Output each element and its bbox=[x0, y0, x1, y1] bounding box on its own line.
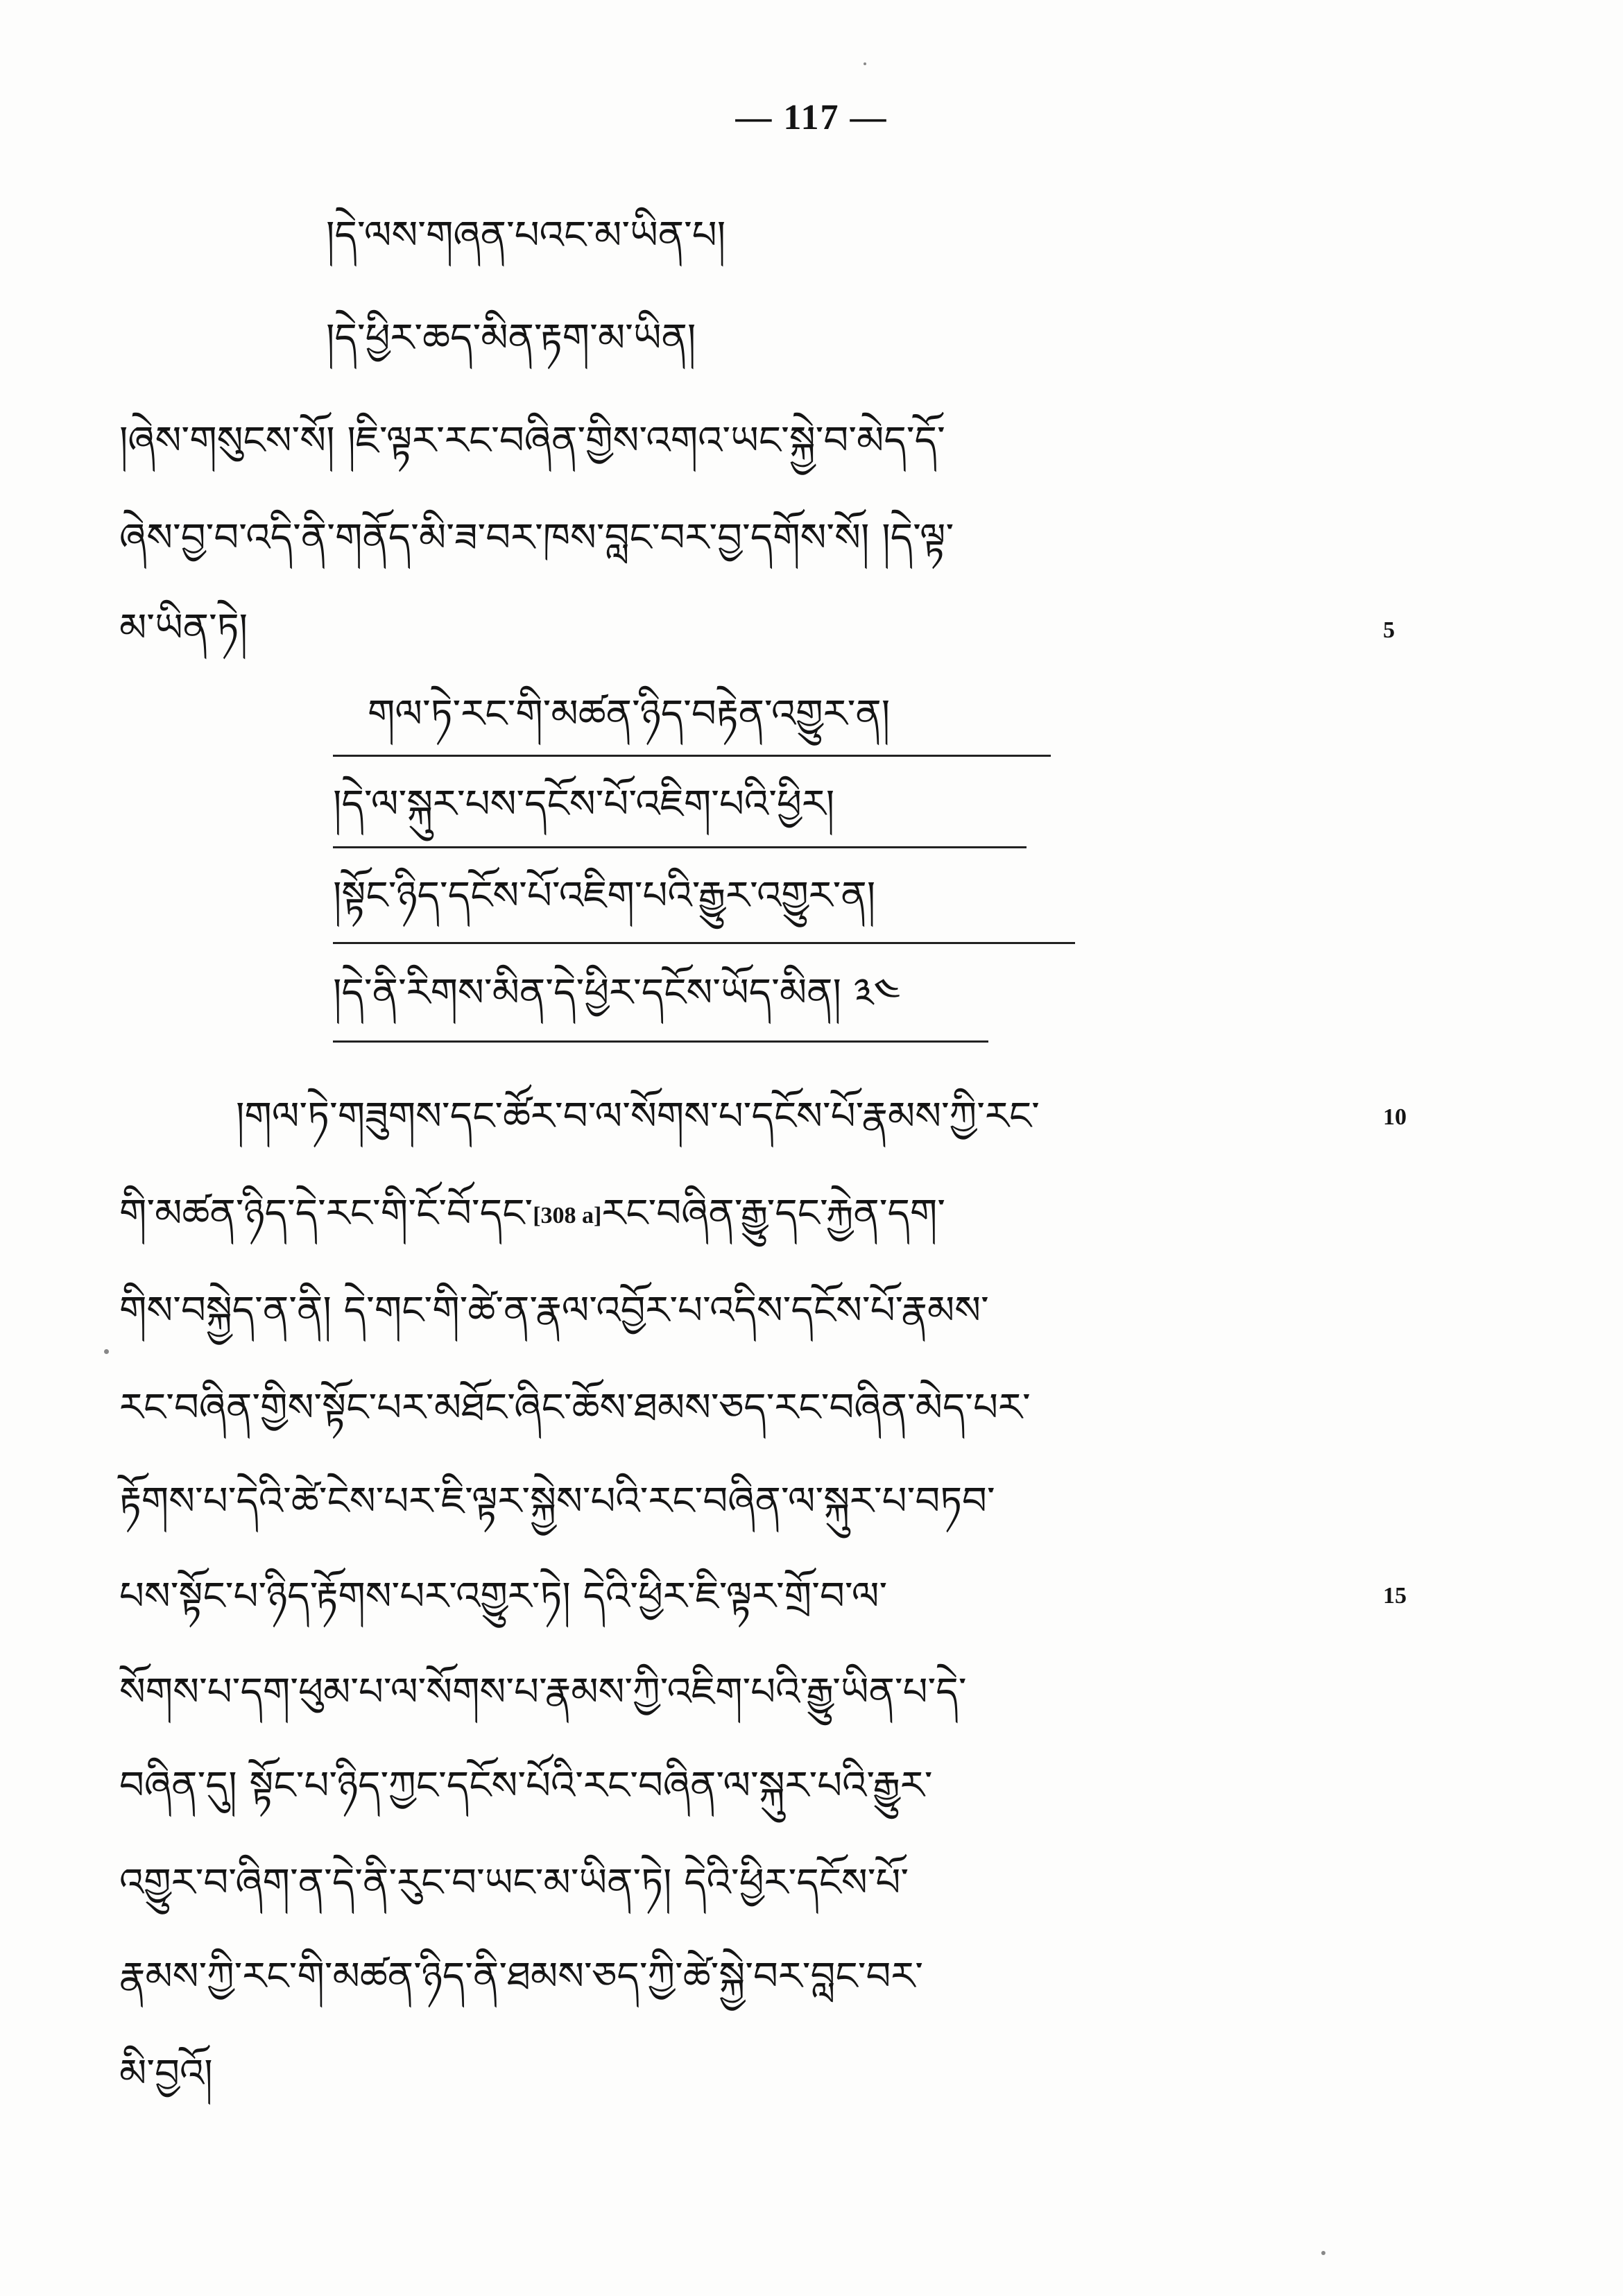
prose-line: ཞེས་བྱ་བ་འདི་ནི་གནོད་མི་ཟ་བར་ཁས་བླང་བར་བྱ་དགོས་སོ། །དེ་ལྟ་ bbox=[119, 515, 954, 560]
stanza-underline bbox=[333, 846, 1027, 848]
prose-line: རང་བཞིན་གྱིས་སྟོང་པར་མཐོང་ཞིང་ཆོས་ཐམས་ཅད་རང་བཞིན་མེད་པར་ bbox=[119, 1385, 1031, 1430]
stanza-underline bbox=[333, 755, 1051, 757]
stanza-underline bbox=[333, 942, 1075, 944]
scan-speck bbox=[104, 1349, 109, 1354]
prose-line: འགྱུར་བ་ཞིག་ན་དེ་ནི་རུང་བ་ཡང་མ་ཡིན་ཏེ། དེའི་ཕྱིར་དངོས་པོ་ bbox=[119, 1860, 909, 1905]
verse-line: །དེ་ལས་གཞན་པའང་མ་ཡིན་པ། bbox=[326, 213, 726, 258]
stanza-underline bbox=[333, 1040, 988, 1043]
prose-line: སོགས་པ་དག་ཕུམ་པ་ལ་སོགས་པ་རྣམས་ཀྱི་འཇིག་པའི་རྒྱུ་ཡིན་པ་དེ་ bbox=[119, 1670, 967, 1715]
line-number-marker: 10 bbox=[1383, 1104, 1407, 1130]
prose-line: གིས་བསྐྱེད་ན་ནི། དེ་གང་གི་ཚེ་ན་རྣལ་འབྱོར་པ་འདིས་དངོས་པོ་རྣམས་ bbox=[119, 1288, 989, 1333]
stanza-line: །དེ་ལ་སྐུར་པས་དངོས་པོ་འཇིག་པའི་ཕྱིར། bbox=[333, 782, 835, 827]
prose-line: །གལ་ཏེ་གཟུགས་དང་ཚོར་བ་ལ་སོགས་པ་དངོས་པོ་རྣམས་ཀྱི་རང་ bbox=[236, 1094, 1040, 1139]
stanza-line: །སྟོང་ཉིད་དངོས་པོ་འཇིག་པའི་རྒྱུར་འགྱུར་ན། bbox=[333, 873, 876, 918]
prose-line: པས་སྟོང་པ་ཉིད་རྟོགས་པར་འགྱུར་ཏེ། དེའི་ཕྱིར་ཇི་ལྟར་གྲོ་བ་ལ་ bbox=[119, 1574, 888, 1619]
line-number-marker: 15 bbox=[1383, 1583, 1407, 1609]
prose-line: རྟོགས་པ་དེའི་ཚེ་ངེས་པར་ཇི་ལྟར་སྐྱེས་པའི་རང་བཞིན་ལ་སྐུར་པ་བཏབ་ bbox=[119, 1479, 995, 1524]
prose-line: བཞིན་དུ། སྟོང་པ་ཉིད་ཀྱང་དངོས་པོའི་རང་བཞིན་ལ་སྐུར་པའི་རྒྱུར་ bbox=[119, 1763, 933, 1808]
stanza-line: །དེ་ནི་རིགས་མིན་དེ་ཕྱིར་དངོས་ཡོད་མིན། ༣༤ bbox=[333, 970, 901, 1016]
folio-reference: [308 a] bbox=[533, 1202, 602, 1228]
line-number-marker: 5 bbox=[1383, 617, 1395, 643]
scan-speck bbox=[1321, 2251, 1325, 2255]
page-number: — 117 — bbox=[735, 98, 888, 137]
prose-line: གི་མཚན་ཉིད་དེ་རང་གི་ངོ་བོ་དང་[308 a]རང་བཞིན་རྒྱུ་དང་རྐྱེན་དག་ bbox=[119, 1191, 946, 1236]
verse-line: །དེ་ཕྱིར་ཆད་མིན་རྟག་མ་ཡིན། bbox=[326, 316, 696, 361]
prose-line: མི་བྱའོ། bbox=[119, 2051, 213, 2096]
prose-line: རྣམས་ཀྱི་རང་གི་མཚན་ཉིད་ནི་ཐམས་ཅད་ཀྱི་ཚེ་སྐྱེ་བར་བླང་བར་ bbox=[119, 1954, 924, 1999]
scan-speck bbox=[864, 62, 866, 65]
stanza-line: གལ་ཏེ་རང་གི་མཚན་ཉིད་བརྟེན་འགྱུར་ན། bbox=[368, 692, 891, 737]
prose-line: །ཞེས་གསུངས་སོ། །ཇི་ལྟར་རང་བཞིན་གྱིས་འགའ་ཡང་སྐྱེ་བ་མེད་དོ་ bbox=[119, 418, 945, 463]
prose-line: མ་ཡིན་ཏེ། bbox=[119, 606, 248, 651]
